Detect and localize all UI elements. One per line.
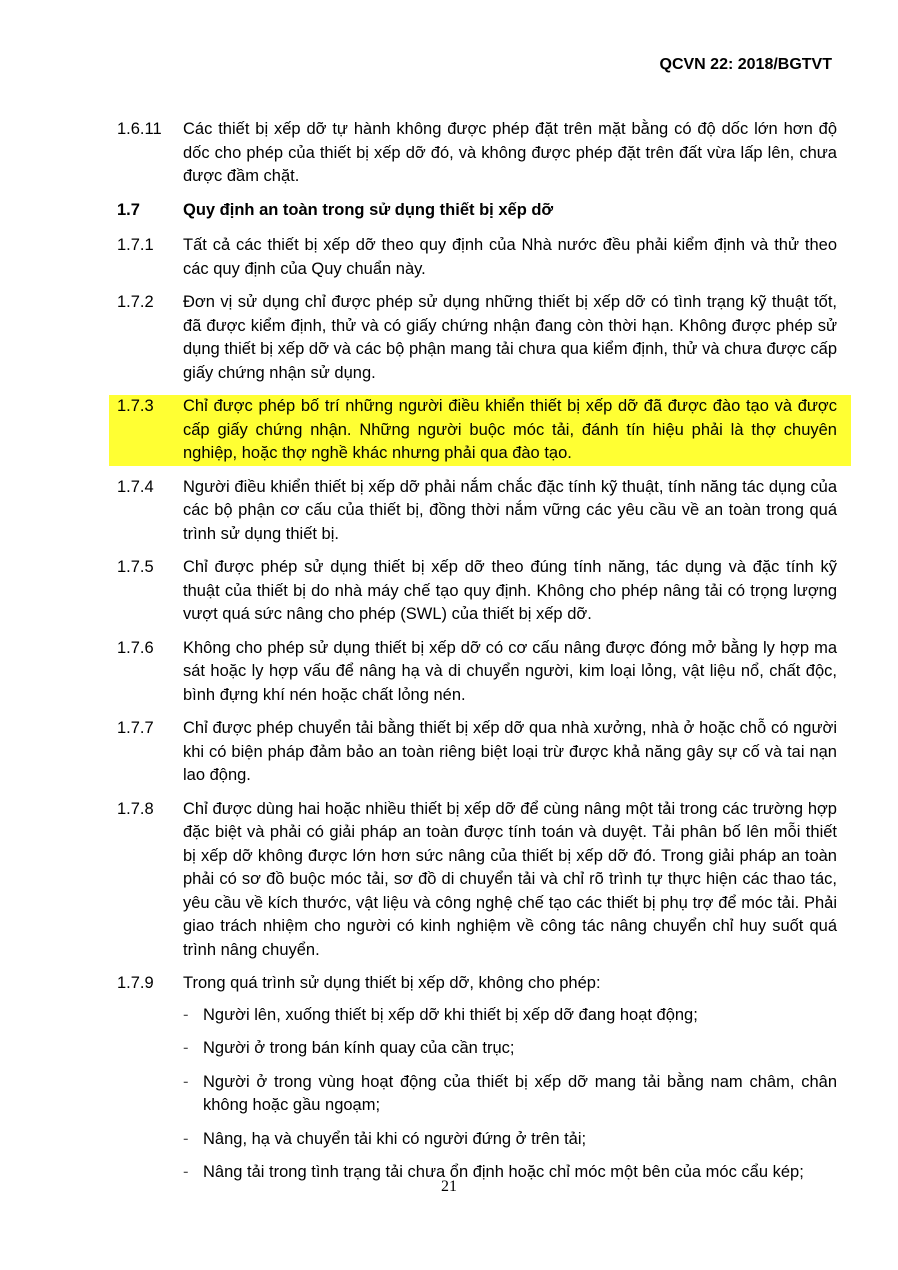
section-text: Chỉ được phép chuyển tải bằng thiết bị xếp dỡ qua nhà xưởng, nhà ở hoặc chỗ có người khi có biện pháp đảm bảo an toàn riêng biệt loại trừ được khả năng gây sự cố và tai nạn lao động. — [183, 719, 837, 784]
section-number: 1.7.3 — [117, 397, 154, 415]
section-number: 1.7 — [117, 200, 140, 219]
dash-bullet: - — [183, 1163, 189, 1181]
section-1-7-5 — [117, 556, 837, 627]
section-1-7-4 — [117, 476, 837, 547]
list-item — [183, 1071, 837, 1118]
section-number: 1.7.6 — [117, 638, 154, 657]
section-text: Tất cả các thiết bị xếp dỡ theo quy định của Nhà nước đều phải kiểm định và thử theo các quy định của Quy chuẩn này. — [183, 236, 837, 278]
section-text: Chỉ được phép bố trí những người điều khiển thiết bị xếp dỡ đã được đào tạo và được cấp giấy chứng nhận. Những người buộc móc tải, đánh tín hiệu phải là thợ chuyên nghiệp, hoặc thợ nghề khác nhưng phải qua đào tạo. — [183, 397, 837, 462]
dash-bullet: - — [183, 1005, 189, 1024]
section-text: Trong quá trình sử dụng thiết bị xếp dỡ, không cho phép: — [183, 974, 601, 992]
dash-bullet: - — [183, 1072, 189, 1091]
list-item — [183, 1037, 837, 1061]
section-text: Chỉ được dùng hai hoặc nhiều thiết bị xếp dỡ để cùng nâng một tải trong các trường hợp đặc biệt và phải có giải pháp an toàn được tính toán và duyệt. Tải phân bố lên mỗi thiết bị xếp dỡ không được lớn hơn sức nâng của thiết bị xếp dỡ đó. Trong giải pháp an toàn phải có sơ đồ buộc móc tải, sơ đồ di chuyển tải và chỉ rõ trình tự thực hiện các thao tác, yêu cầu về kích thước, vật liệu và công nghệ chế tạo các thiết bị phụ trợ để móc tải. Phải giao trách nhiệm cho người có kinh nghiệm về công tác nâng chuyển chỉ huy suốt quá trình nâng chuyển. — [183, 799, 837, 959]
section-title: Quy định an toàn trong sử dụng thiết bị xếp dỡ — [183, 200, 554, 219]
section-number: 1.7.9 — [117, 974, 154, 992]
document-code: QCVN 22: 2018/BGTVT — [659, 56, 832, 73]
section-number: 1.7.1 — [117, 236, 154, 254]
section-1-7-3-highlighted — [109, 395, 851, 466]
section-text: Người điều khiển thiết bị xếp dỡ phải nắm chắc đặc tính kỹ thuật, tính năng tác dụng của các bộ phận cơ cấu của thiết bị, đồng thời nắm vững các yêu cầu về an toàn trong quá trình sử dụng thiết bị. — [183, 477, 837, 543]
section-text: Đơn vị sử dụng chỉ được phép sử dụng những thiết bị xếp dỡ có tình trạng kỹ thuật tốt, đã được kiểm định, thử và có giấy chứng nhận đang còn thời hạn. Không được phép sử dụng thiết bị xếp dỡ và các bộ phận mang tải chưa qua kiểm định, thử và chưa được cấp giấy chứng nhận sử dụng. — [183, 293, 837, 382]
prohibition-list — [183, 1004, 837, 1185]
list-item-text: Nâng, hạ và chuyển tải khi có người đứng ở trên tải; — [203, 1129, 587, 1148]
dash-bullet: - — [183, 1129, 189, 1148]
section-heading-1-7 — [117, 199, 837, 223]
section-number: 1.7.2 — [117, 293, 154, 311]
section-1-7-2 — [117, 291, 837, 385]
section-1-7-9 — [117, 972, 837, 996]
section-1-7-7 — [117, 717, 837, 788]
dash-bullet: - — [183, 1039, 189, 1057]
section-number: 1.7.4 — [117, 477, 154, 496]
list-item — [183, 1128, 837, 1152]
section-1-6-11 — [117, 118, 837, 189]
document-body — [117, 118, 837, 1195]
section-text: Các thiết bị xếp dỡ tự hành không được phép đặt trên mặt bằng có độ dốc lớn hơn độ dốc cho phép của thiết bị xếp dỡ đó, và không được phép đặt trên đất vừa lấp lên, chưa được đầm chặt. — [183, 120, 837, 185]
section-text: Chỉ được phép sử dụng thiết bị xếp dỡ theo đúng tính năng, tác dụng và đặc tính kỹ thuật của thiết bị do nhà máy chế tạo quy định. Không cho phép nâng tải có trọng lượng vượt quá sức nâng cho phép (SWL) của thiết bị xếp dỡ. — [183, 558, 837, 623]
section-1-7-8 — [117, 798, 837, 963]
list-item-text: Người ở trong vùng hoạt động của thiết bị xếp dỡ mang tải bằng nam châm, chân không hoặc gầu ngoạm; — [203, 1072, 837, 1114]
section-number: 1.7.5 — [117, 558, 154, 576]
section-text: Không cho phép sử dụng thiết bị xếp dỡ có cơ cấu nâng được đóng mở bằng ly hợp ma sát hoặc ly hợp vấu để nâng hạ và di chuyển người, kim loại lỏng, vật liệu nổ, chất độc, bình đựng khí nén hoặc chất lỏng nén. — [183, 638, 837, 704]
list-item — [183, 1004, 837, 1028]
section-number: 1.6.11 — [117, 120, 162, 138]
list-item-text: Người lên, xuống thiết bị xếp dỡ khi thiết bị xếp dỡ đang hoạt động; — [203, 1005, 698, 1024]
section-number: 1.7.7 — [117, 719, 154, 737]
list-item-text: Nâng tải trong tình trạng tải chưa ổn định hoặc chỉ móc một bên của móc cẩu kép; — [203, 1163, 804, 1181]
section-number: 1.7.8 — [117, 799, 154, 818]
list-item-text: Người ở trong bán kính quay của cần trục; — [203, 1039, 515, 1057]
section-1-7-6 — [117, 637, 837, 708]
section-1-7-1 — [117, 234, 837, 281]
page-number: 21 — [441, 1178, 457, 1195]
